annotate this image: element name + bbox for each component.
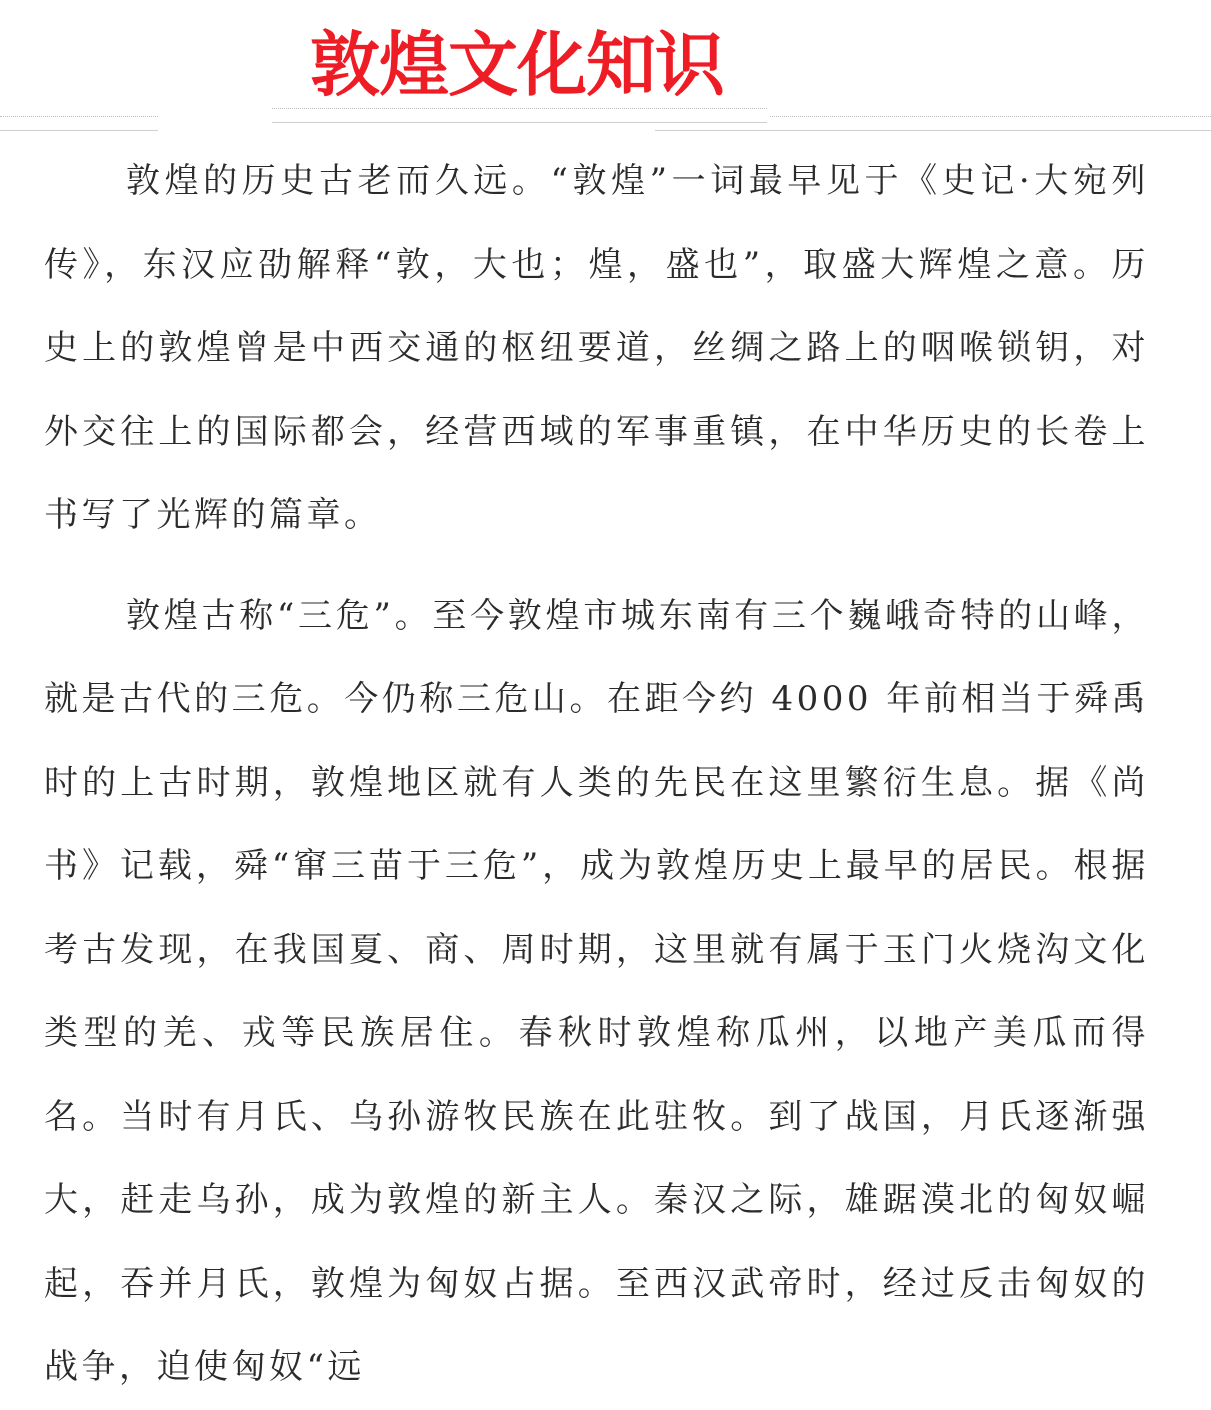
header-rule-center-lower (272, 122, 767, 123)
document-body (44, 140, 1149, 1410)
paragraph-history: 敦煌的历史古老而久远。“敦煌”一词最早见于《史记·大宛列传》，东汉应劭解释“敦，大也；煌，盛也”，取盛大辉煌之意。历史上的敦煌曾是中西交通的枢纽要道，丝绸之路上的咽喉锁钥，对外交往上的国际都会，经营西域的军事重镇，在中华历史的长卷上书写了光辉的篇章。 (44, 161, 1149, 535)
paragraph-sanwei: 敦煌古称“三危”。至今敦煌市城东南有三个巍峨奇特的山峰，就是古代的三危。今仍称三危山。在距今约 4000 年前相当于舜禹时的上古时期，敦煌地区就有人类的先民在这里繁衍生息。据《尚书》记载，舜“窜三苗于三危”，成为敦煌历史上最早的居民。根据考古发现，在我国夏、商、周时期，这里就有属于玉门火烧沟文化类型的羌、戎等民族居住。春秋时敦煌称瓜州，以地产美瓜而得名。当时有月氏、乌孙游牧民族在此驻牧。到了战国，月氏逐渐强大，赶走乌孙，成为敦煌的新主人。秦汉之际，雄踞漠北的匈奴崛起，吞并月氏，敦煌为匈奴占据。至西汉武帝时，经过反击匈奴的战争，迫使匈奴“远 (44, 595, 1149, 1387)
header-rule-right-lower (655, 130, 1211, 131)
header-rule-right (770, 116, 1211, 117)
header-rule-left (0, 116, 158, 117)
header-rule-left-lower (0, 130, 158, 131)
header-rule-center (272, 108, 767, 109)
page-title: 敦煌文化知识 (310, 24, 724, 106)
